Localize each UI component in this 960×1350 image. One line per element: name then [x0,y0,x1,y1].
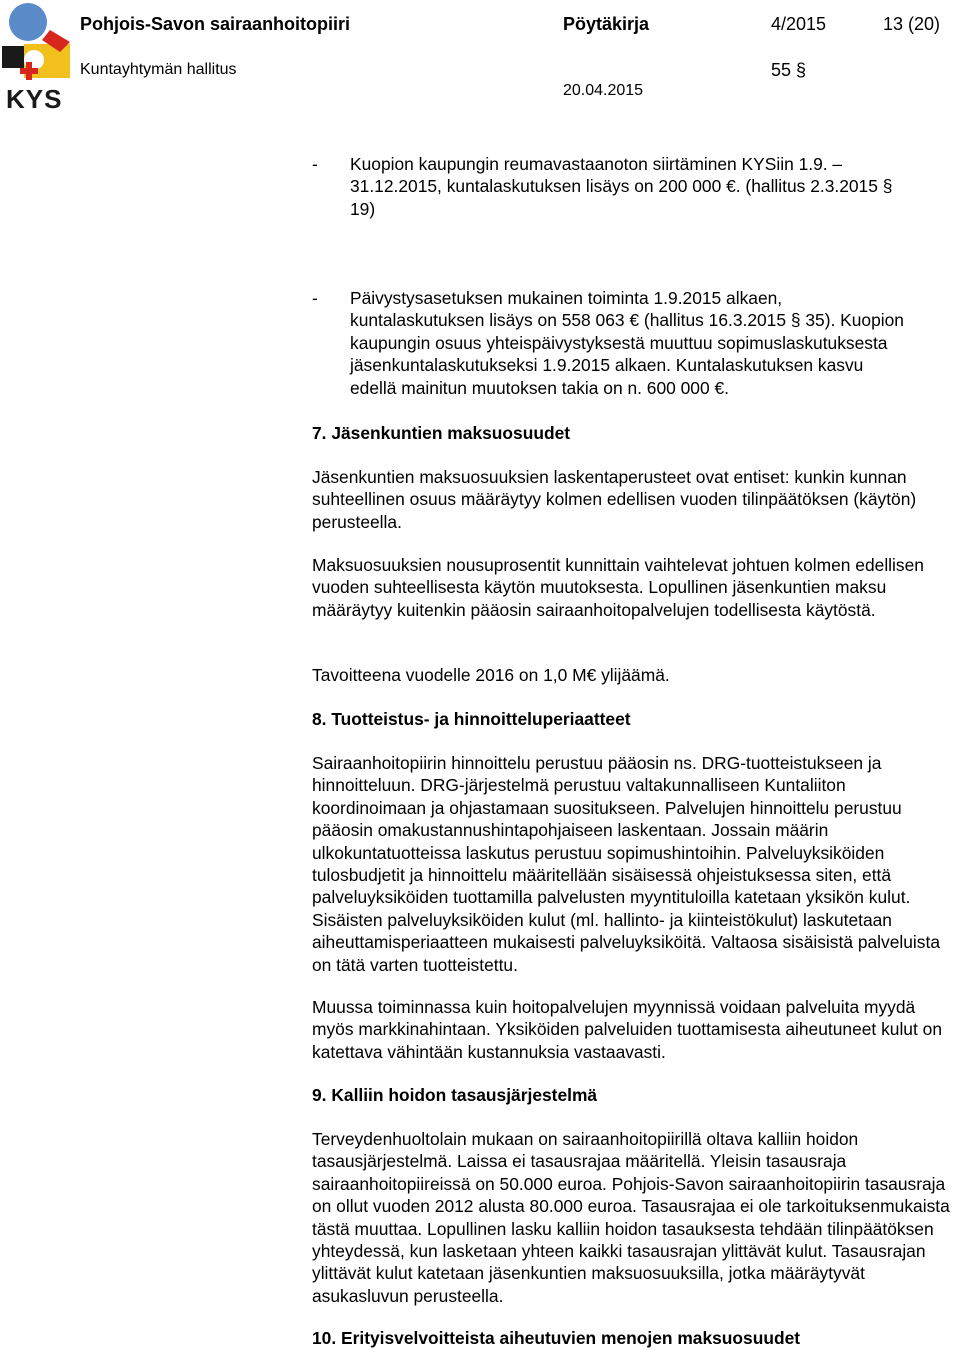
section-number: 55 § [771,60,807,80]
list-item [312,153,942,220]
bullet-text: Kuopion kaupungin reumavastaanoton siirtäminen KYSiin 1.9. – 31.12.2015, kuntalaskutuksen lisäys on 200 000 €. (hallitus 2.3.2015 § 19) [350,154,893,219]
section-heading-9: 9. Kalliin hoidon tasausjärjestelmä [312,1085,598,1105]
paragraph: Muussa toiminnassa kuin hoitopalvelujen myynnissä voidaan palveluita myydä myös markkinahintaan. Yksiköiden palveluiden tuottamisesta aiheutuneet kulut on katettava vähintään kustannuksia vastaavasti. [312,997,942,1062]
list-item [312,287,942,399]
governing-body: Kuntayhtymän hallitus [80,61,237,78]
section-heading-8: 8. Tuotteistus- ja hinnoitteluperiaatteet [312,709,631,729]
paragraph: Terveydenhuoltolain mukaan on sairaanhoitopiirillä oltava kalliin hoidon tasausjärjestelmä. Laissa ei tasausrajaa määritellä. Yleisin tasausraja sairaanhoitopiireissä on 50.000 euroa. Pohjois-Savon sairaanhoitopiirin tasausraja on ollut vuoden 2012 alusta 80.000 euroa. Tasausrajaa ei ole tarkoituksenmukaista tästä muuttaa. Lopullinen lasku kalliin hoidon tasauksesta tehdään tilinpäätöksen yhteydessä, kun lasketaan yhteen kaikki tasausrajan ylittävät kulut. Tasausrajan ylittävät kulut katetaan jäsenkuntien maksuosuuksilla, jotka määräytyvät asukasluvun perusteella. [312,1129,950,1306]
paragraph: Sairaanhoitopiirin hinnoittelu perustuu pääosin ns. DRG-tuotteistukseen ja hinnoitteluun. DRG-järjestelmä perustuu valtakunnalliseen Kuntaliiton koordinoimaan ja ohjastamaan suositukseen. Palvelujen hinnoittelu perustuu pääosin omakustannushintapohjaiseen laskentaan. Jossain määrin ulkokuntatuotteissa laskutus perustuu sopimushintoihin. Palveluyksiköiden tulosbudjetit ja hinnoittelu määritellään sisäisessä ohjeistuksessa siten, että palveluyksiköiden tuottamilla palvelusten myyntituloilla katetaan yksikön kulut. Sisäisten palveluyksiköiden kulut (ml. hallinto- ja kiinteistökulut) laskutetaan aiheuttamisperiaatteen mukaisesti palveluyksiköitä. Valtaosa sisäisistä palveluista on tätä varten tuotteistettu. [312,753,940,975]
section-heading-10: 10. Erityisvelvoitteista aiheutuvien menojen maksuosuudet [312,1328,801,1348]
kys-logo [0,0,80,120]
logo-text: KYS [6,84,63,114]
bullet-dash: - [312,154,318,174]
paragraph: Maksuosuuksien nousuprosentit kunnittain vaihtelevat johtuen kolmen edellisen vuoden suhteellisesta käytön muutoksesta. Lopullinen jäsenkuntien maksu määräytyy kuitenkin pääosin sairaanhoitopalvelujen todellisesta käytöstä. [312,555,924,620]
meeting-date: 20.04.2015 [563,82,644,99]
page-number: 13 (20) [883,14,941,34]
org-name: Pohjois-Savon sairaanhoitopiiri [80,14,351,34]
paragraph: Tavoitteena vuodelle 2016 on 1,0 M€ ylijäämä. [312,665,670,685]
paragraph: Jäsenkuntien maksuosuuksien laskentaperusteet ovat entiset: kunkin kunnan suhteellinen osuus määräytyy kolmen edellisen vuoden tilinpäätöksen (käytön) perusteella. [312,467,917,532]
bullet-dash: - [312,288,318,308]
doc-type: Pöytäkirja [563,14,650,34]
bullet-text: Päivystysasetuksen mukainen toiminta 1.9.2015 alkaen, kuntalaskutuksen lisäys on 558 063 € (hallitus 16.3.2015 § 35). Kuopion kaupungin osuus yhteispäivystyksestä muuttuu sopimuslaskutuksesta jäsenkuntalaskutukseksi 1.9.2015 alkaen. Kuntalaskutuksen kasvu edellä mainitun muutoksen takia on n. 600 000 €. [350,288,904,398]
doc-number: 4/2015 [771,14,827,34]
section-heading-7: 7. Jäsenkuntien maksuosuudet [312,423,571,443]
